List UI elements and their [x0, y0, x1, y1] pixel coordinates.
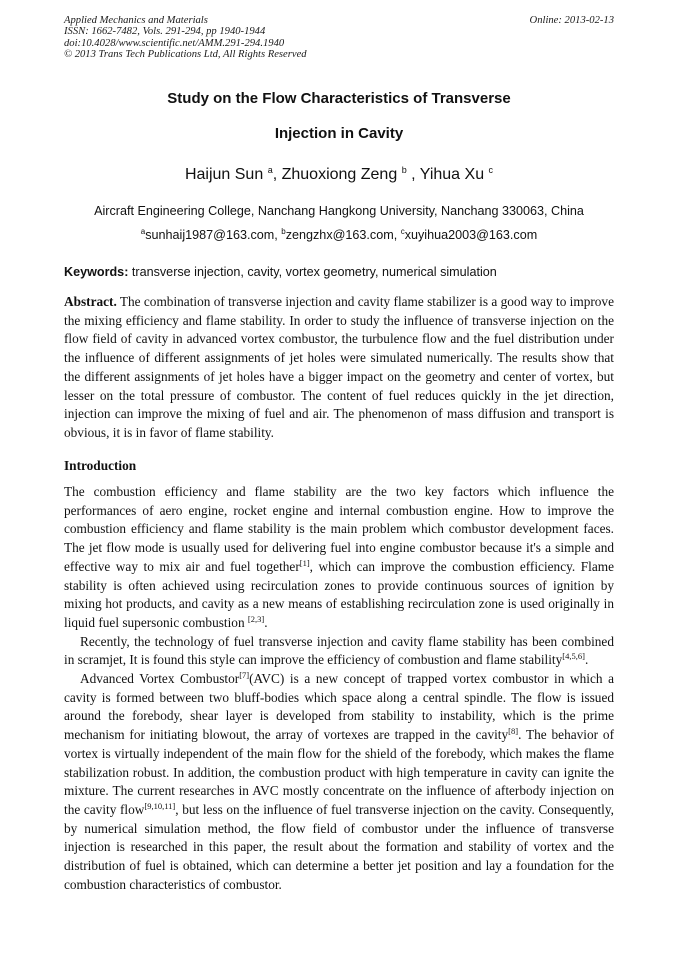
email-address[interactable]: zengzhx@163.com — [285, 228, 394, 242]
paragraph-text: . — [584, 652, 589, 668]
author-affiliation-mark: b — [401, 165, 407, 175]
doi-line: doi:10.4028/www.scientific.net/AMM.291-294.1940 — [64, 37, 285, 49]
paragraph-text: Advanced Vortex Combustor — [80, 671, 240, 687]
author-name: Haijun Sun — [184, 166, 264, 183]
keywords-text: transverse injection, cavity, vortex geometry, numerical simulation — [131, 265, 497, 279]
paragraph-text: , which can improve the combustion efficiency. Flame stability is often achieved using recirculation zones to provide continuous sources of ignition by mixing hot products, and cavity as a new means of establishing recirculation zone is used originally in liquid fuel supersonic combustion — [64, 558, 614, 630]
paragraph-text: The combustion efficiency and flame stability are the two key factors which influence the performances of aero engine, rocket engine and internal combustion engine. How to improve the combustion efficiency and flame stability is the main problem which combustor development faces. The jet flow mode is usually used for delivering fuel into engine combustor because it's a simple and effective way to mix air and fuel together — [64, 484, 614, 574]
intro-paragraph-3 — [64, 670, 614, 894]
author-list — [0, 166, 678, 184]
issn-line: ISSN: 1662-7482, Vols. 291-294, pp 1940-1944 — [64, 26, 266, 38]
citation-ref[interactable]: [1] — [299, 557, 310, 568]
email-address[interactable]: sunhaij1987@163.com — [145, 228, 275, 242]
author-affiliation: Aircraft Engineering College, Nanchang Hangkong University, Nanchang 330063, China — [94, 204, 584, 218]
author-emails — [0, 228, 678, 242]
introduction-body — [64, 483, 614, 894]
author-affiliation-mark: a — [267, 165, 273, 175]
email-mark: a — [140, 227, 146, 236]
copyright-line: © 2013 Trans Tech Publications Ltd, All Rights Reserved — [64, 49, 307, 61]
keywords-label: Keywords: — [64, 265, 129, 279]
paragraph-text: Recently, the technology of fuel transverse injection and cavity flame stability has been combined in scramjet, It is found this style can improve the efficiency of combustion and flame stability — [64, 633, 614, 668]
citation-ref[interactable]: [2,3] — [247, 613, 265, 624]
paragraph-text: , but less on the influence of fuel transverse injection on the cavity. Consequently, by numerical simulation method, the flow field of combustor under the influence of transverse injection is researched in this paper, the result about the formation and stability of vortex and the distribution of fuel is obtained, which can determine a better jet position and lay a foundation for the combustion characteristics of combustor. — [64, 801, 614, 892]
citation-ref[interactable]: [7] — [239, 670, 250, 681]
abstract-text: The combination of transverse injection and cavity flame stabilizer is a good way to improve the mixing efficiency and flame stability. In order to study the influence of transverse injection on the flow field of cavity in advanced vortex combustor, the turbulence flow and the fuel distribution under the influence of different assignments of jet holes were simulated numerically. The results show that the different assignments of jet holes have a bigger impact on the geometry and center of vortex, but lesser on the total pressure of combustor. The content of fuel reduces quickly in the jet direction, injection can improve the mixing of fuel and air. The phenomenon of mass diffusion and transport is obvious, it is in favor of flame stability. — [64, 294, 614, 440]
author-name: Zhuoxiong Zeng — [281, 166, 398, 183]
intro-paragraph-2 — [64, 633, 614, 670]
email-separator: , — [393, 228, 401, 242]
author-affiliation-mark: c — [488, 165, 494, 175]
section-heading-introduction: Introduction — [64, 458, 137, 473]
intro-paragraph-1 — [64, 483, 614, 633]
email-separator: , — [274, 228, 282, 242]
paragraph-text: . — [264, 614, 268, 630]
journal-name: Applied Mechanics and Materials — [64, 15, 208, 26]
author-separator: , — [272, 166, 282, 183]
paragraph-text: (AVC) is a new concept of trapped vortex combustor in which a cavity is formed between two bluff-bodies which space along a central spindle. The flow is issued around the forebody, shear layer is developed from stability to instability, which is the prime mechanism for initiating blowout, the array of vortexes are trapped in the cavity — [64, 671, 615, 743]
email-mark: b — [281, 227, 286, 236]
online-date: Online: 2013-02-13 — [529, 15, 614, 26]
email-mark: c — [400, 227, 405, 236]
citation-ref[interactable]: [4,5,6] — [562, 651, 585, 662]
keywords-line — [64, 265, 624, 279]
author-separator: , — [406, 166, 420, 183]
citation-ref[interactable]: [9,10,11] — [144, 800, 176, 811]
paragraph-text: . The behavior of vortex is virtually independent of the main flow for the shield of the forebody, which makes the flame stabilization robust. In addition, the combustion product with high temperature in cavity can ignite the mixture. The current researches in AVC mostly concentrate on the influence of afterbody injection on the cavity flow — [64, 727, 614, 817]
email-address[interactable]: xuyihua2003@163.com — [404, 228, 538, 242]
paper-title-line-1: Study on the Flow Characteristics of Transverse — [167, 90, 511, 107]
author-name: Yihua Xu — [419, 166, 485, 183]
journal-header — [64, 15, 614, 61]
abstract-label: Abstract. — [64, 294, 117, 309]
abstract — [64, 293, 614, 443]
citation-ref[interactable]: [8] — [508, 726, 519, 737]
paper-title-line-2: Injection in Cavity — [274, 125, 404, 142]
